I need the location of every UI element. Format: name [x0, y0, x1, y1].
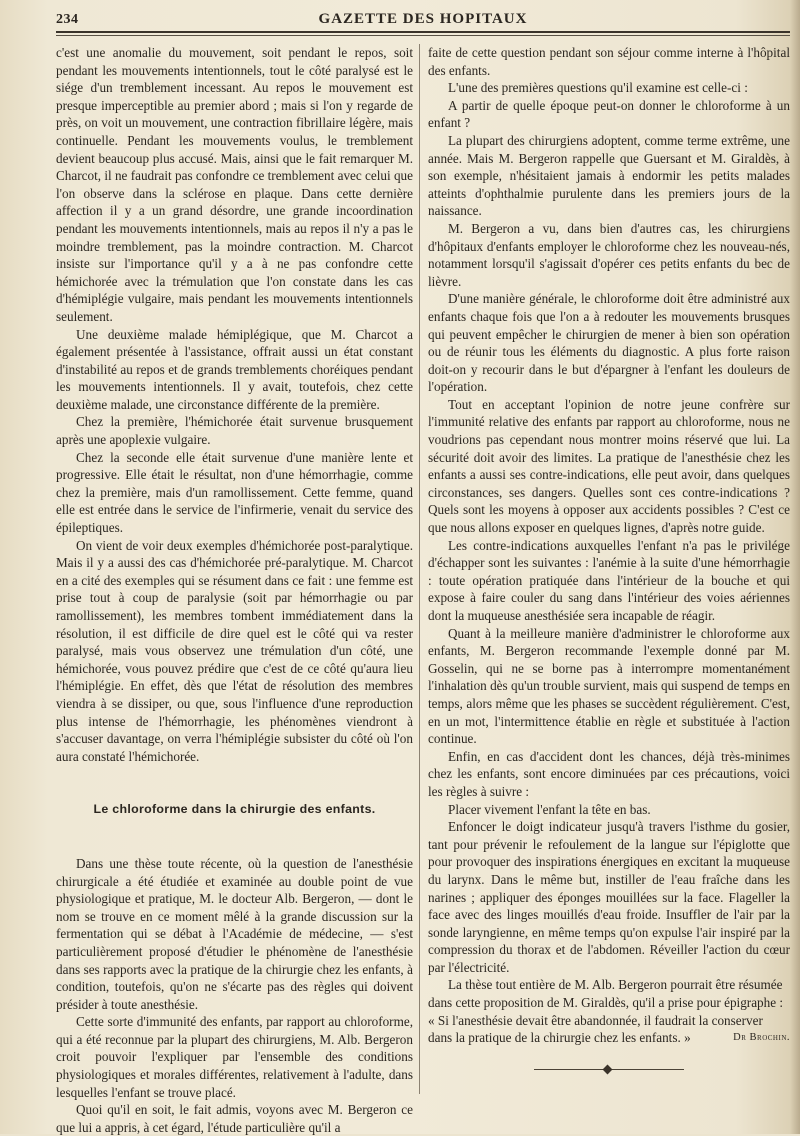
end-ornament	[534, 1067, 684, 1073]
paragraph: D'une manière générale, le chloroforme doit être administré aux enfants chaque fois que l'on a à redouter les mouvements brusques qui peuvent empêcher le chirurgien de mener à bien son opération ou de réunir tous les éléments du diagnostic. A plus forte raison doit-on y recourir dans le but d'épargner à l'enfant les douleurs de l'opération.	[428, 291, 790, 395]
left-column	[56, 44, 413, 1136]
paragraph: On vient de voir deux exemples d'hémichorée post-paralytique. Mais il y a aussi des cas d'hémichorée pré-paralytique. M. Charcot en a cité des exemples qui se résument dans ce fait : une femme est prise tout à coup de paralysie (soit par hémorrhagie ou par ramollissement), les membres tombent immédiatement dans la résolution, il est difficile de dire quel est le côté qui va rester paralysé, mais vous observez une trémulation d'un côté, une hémichorée, vous pouvez prédire que c'est de ce côté qu'aura lieu l'hémiplégie. En effet, dès que l'état de résolution des membres viendra à se dissiper, ou que, sous l'influence d'une reproduction plus intense de l'hémorrhagie, les phénomènes viendront à s'accuser davantage, on verra l'hémiplégie subsister du côté où l'on aura constaté l'hémichorée.	[56, 537, 413, 764]
closing-paragraph	[428, 976, 790, 1046]
paragraph: Quant à la meilleure manière d'administrer le chloroforme aux enfants, M. Bergeron recommande l'exemple donné par M. Gosselin, qui ne se borne pas à interrompre momentanément l'inhalation dès qu'un trouble survient, mais qui suspend de temps en temps, alors même que les phases se succèdent régulièrement. C'est, en un mot, l'intermittence établie en règle et substituée à l'action continue.	[428, 625, 790, 747]
paragraph: Les contre-indications auxquelles l'enfant n'a pas le privilége d'échapper sont les suivantes : l'anémie à la suite d'une hémorrhagie : toute opération pratiquée dans l'intérieur de la bouche et qui expose à faire couler du sang dans l'intérieur des voies aériennes dont la muqueuse anesthésiée sera incapable de réagir.	[428, 537, 790, 623]
paragraph: L'une des premières questions qu'il examine est celle-ci :	[448, 80, 748, 96]
page-header	[56, 6, 790, 34]
paragraph: Tout en acceptant l'opinion de notre jeune confrère sur l'immunité relative des enfants par rapport au chloroforme, nous ne voudrions pas cependant nous montrer moins réservé que lui. La sécurité doit avoir des limites. La pratique de l'anesthésie chez les enfants a aussi ses contre-indications, elle peut avoir, dans quelques circonstances, ses dangers. Quelles sont ces contre-indications ? Quels sont les moyens à opposer aux accidents possibles ? C'est ce que nous allons exposer en quelques lignes, d'après notre guide.	[428, 396, 790, 536]
author-signature: Dr Brochin.	[733, 1032, 790, 1044]
right-column	[428, 44, 790, 1073]
page-number: 234	[56, 12, 79, 27]
paragraph: La plupart des chirurgiens adoptent, comme terme extrême, une année. Mais M. Bergeron rappelle que Guersant et M. Giraldès, à son exemple, n'hésitaient jamais à endormir les petits malades atteints d'ophthalmie purulente dans les premiers jours de la naissance.	[428, 132, 790, 219]
header-rule	[56, 31, 790, 33]
paragraph: Chez la première, l'hémichorée était survenue brusquement après une apoplexie vulgaire.	[56, 414, 413, 448]
journal-title: GAZETTE DES HOPITAUX	[318, 11, 528, 27]
paragraph: La thèse tout entière de M. Alb. Bergeron pourrait être résumée dans cette proposition de M. Giraldès, qu'il a prise pour épigraphe : « Si l'anesthésie devait être abandonnée, il faudrait la conserver dans la pratique de la chirurgie chez les enfants. »	[428, 977, 784, 1046]
section-heading: Le chloroforme dans la chirurgie des enfants.	[93, 802, 376, 817]
diamond-icon	[603, 1064, 613, 1074]
paragraph: A partir de quelle époque peut-on donner le chloroforme à un enfant ?	[428, 97, 790, 131]
paragraph: c'est une anomalie du mouvement, soit pendant le repos, soit pendant les mouvements intentionnels, tout le côté paralysé est le siége d'un tremblement incessant. Au repos le mouvement est presque imperceptible au premier abord ; mais si l'on y regarde de près, on voit un mouvement, une contraction fibrillaire légère, mais continuelle. Pendant les mouvements voulus, le tremblement devient beaucoup plus accusé. Mais, ainsi que le fait remarquer M. Charcot, il ne faudrait pas confondre ce tremblement avec celui que l'on observe dans la sclérose en plaque. Dans cette dernière affection il y a un grand désordre, une grande incoordination pendant les mouvements intentionnels, mais au repos il n'y a pas le moindre tremblement, pas la moindre contraction. M. Charcot insiste sur l'importance qu'il y a à ne pas confondre cette hémichorée avec la trémulation que l'on constate dans les cas d'hémiplégie vulgaire, mais pendant les mouvements intentionnels seulement.	[56, 45, 414, 324]
column-divider	[419, 44, 420, 1094]
paragraph: Placer vivement l'enfant la tête en bas.	[448, 801, 651, 817]
paragraph: Enfin, en cas d'accident dont les chances, déjà très-minimes chez les enfants, sont encore diminuées par ces précautions, voici les règles à suivre :	[428, 748, 790, 799]
paragraph: Une deuxième malade hémiplégique, que M. Charcot a également présentée à l'assistance, offrait aussi un état constant d'instabilité au repos et de grands tremblements choréiques pendant les mouvements intentionnels. Il y avait, toutefois, chez cette deuxième malade, une circonstance différente de la première.	[56, 326, 413, 412]
paragraph: Cette sorte d'immunité des enfants, par rapport au chloroforme, qui a été reconnue par la plupart des chirurgiens, M. Alb. Bergeron croit pouvoir l'expliquer par l'ensemble des conditions physiologiques et morales différentes, relativement à l'adulte, dans lesquelles l'enfant se trouve placé.	[56, 1014, 413, 1100]
paragraph: Quoi qu'il en soit, le fait admis, voyons avec M. Bergeron ce que lui a appris, à cet égard, l'étude particulière qu'il a	[56, 1102, 413, 1135]
paragraph: M. Bergeron a vu, dans bien d'autres cas, les chirurgiens d'hôpitaux d'enfants employer le chloroforme chez les nouveau-nés, notamment lorsqu'il s'agissait d'opérer ces petits enfants du bec de lièvre.	[428, 220, 790, 289]
paragraph: Dans une thèse toute récente, où la question de l'anesthésie chirurgicale a été étudiée et examinée au double point de vue physiologique et pratique, M. le docteur Alb. Bergeron, — dont le nom se trouve en ce moment mêlé à la grande discussion sur la fermentation qui se débat à l'Académie de médecine, — s'est particulièrement proposé d'étudier le phénomène de l'anesthésie dans ses rapports avec la pratique de la chirurgie chez les enfants, à condition, toutefois, qu'on ne s'écarte pas des règles qui doivent présider à toute anesthésie.	[56, 855, 413, 1012]
paragraph: Enfoncer le doigt indicateur jusqu'à travers l'isthme du gosier, tant pour prévenir le refoulement de la langue sur l'épiglotte que pour provoquer des inspirations énergiques en excitant la muqueuse du larynx. Dans le même but, instiller de l'eau fraîche dans les narines ; appliquer des éponges mouillées sur la face. Flageller la face avec des linges mouillés d'eau froide. Insuffler de l'air par la sonde laryngienne, en même temps qu'on expulse l'air inspiré par la compression du thorax et de l'abdomen. Réveiller l'action du cœur par l'électricité.	[428, 819, 790, 975]
paragraph: Chez la seconde elle était survenue d'une manière lente et progressive. Elle était le résultat, non d'une hémorrhagie, comme chez la première, mais d'un ramollissement. Cette femme, quand elle est entrée dans le service de l'infirmerie, venait du service des épileptiques.	[56, 449, 413, 536]
paragraph: faite de cette question pendant son séjour comme interne à l'hôpital des enfants.	[428, 45, 790, 78]
page-edge-shadow	[790, 0, 800, 1134]
header-rule-thin	[56, 35, 790, 36]
